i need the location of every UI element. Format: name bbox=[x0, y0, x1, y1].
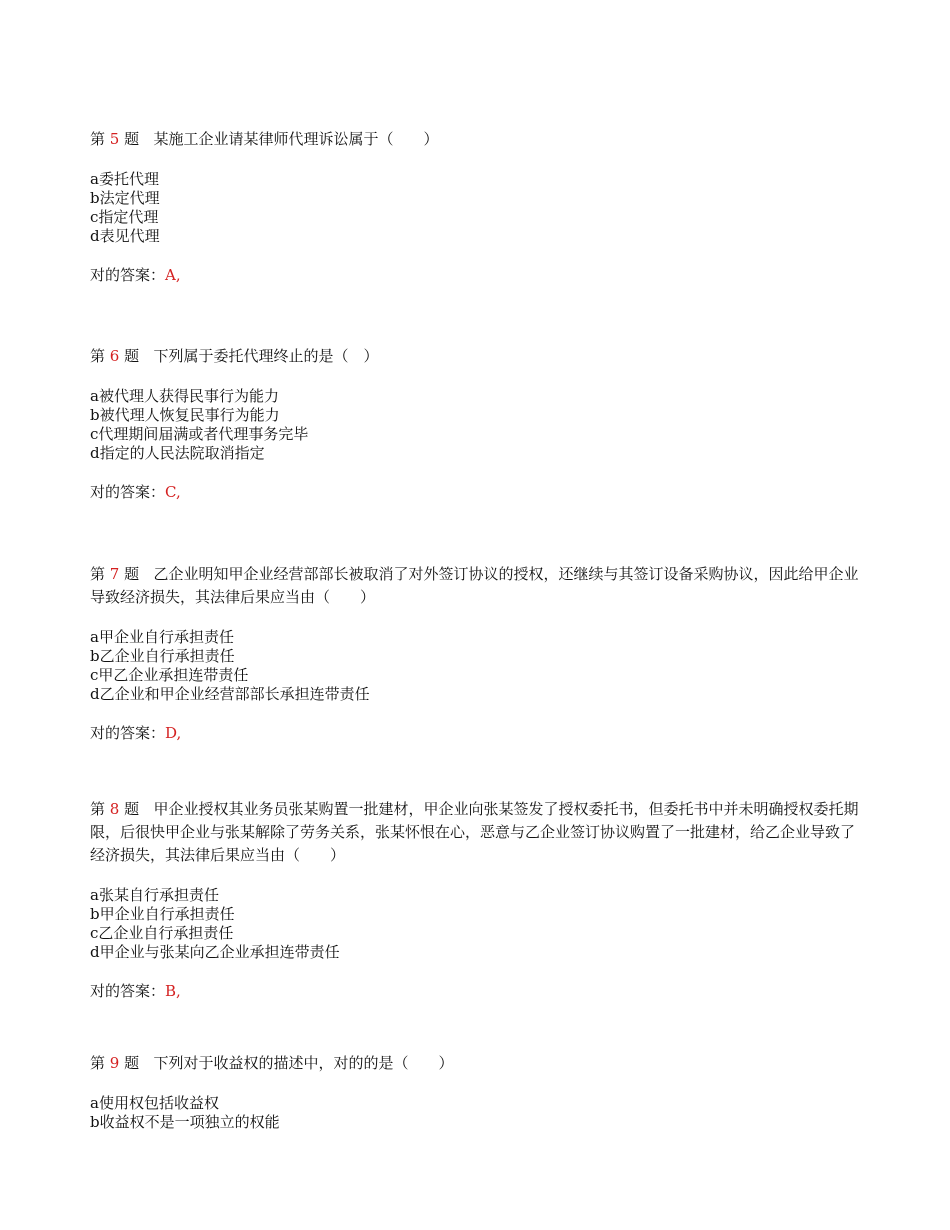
answer-line bbox=[90, 724, 865, 743]
option-list bbox=[90, 1094, 865, 1132]
answer-line bbox=[90, 982, 865, 1001]
answer-value: C, bbox=[165, 483, 181, 501]
question-suffix: 题 bbox=[124, 800, 140, 818]
answer-label: 对的答案： bbox=[90, 724, 166, 742]
question-stem bbox=[90, 345, 865, 368]
question-suffix: 题 bbox=[124, 130, 140, 148]
question-text: 下列属于委托代理终止的是（ ） bbox=[153, 347, 379, 365]
question-prefix: 第 bbox=[90, 565, 106, 583]
question-prefix: 第 bbox=[90, 800, 106, 818]
answer-line bbox=[90, 483, 865, 502]
question-stem bbox=[90, 563, 865, 609]
question-8 bbox=[90, 798, 865, 1001]
option-c: c指定代理 bbox=[90, 208, 159, 226]
option-a: a甲企业自行承担责任 bbox=[90, 628, 234, 646]
option-list bbox=[90, 886, 865, 962]
option-b: b收益权不是一项独立的权能 bbox=[90, 1113, 280, 1131]
option-a: a被代理人获得民事行为能力 bbox=[90, 387, 279, 405]
option-d: d表见代理 bbox=[90, 227, 160, 245]
question-number: 9 bbox=[109, 1054, 120, 1072]
question-text: 某施工企业请某律师代理诉讼属于（ ） bbox=[153, 130, 439, 148]
question-suffix: 题 bbox=[124, 1054, 140, 1072]
question-text: 下列对于收益权的描述中，对的的是（ ） bbox=[153, 1054, 454, 1072]
question-stem bbox=[90, 128, 865, 151]
answer-label: 对的答案： bbox=[90, 982, 166, 1000]
option-a: a委托代理 bbox=[90, 170, 159, 188]
option-c: c乙企业自行承担责任 bbox=[90, 924, 234, 942]
option-b: b被代理人恢复民事行为能力 bbox=[90, 406, 280, 424]
question-number: 6 bbox=[109, 347, 120, 365]
option-list bbox=[90, 628, 865, 704]
question-5 bbox=[90, 128, 865, 285]
option-a: a张某自行承担责任 bbox=[90, 886, 219, 904]
question-7 bbox=[90, 563, 865, 743]
question-stem bbox=[90, 1052, 865, 1075]
option-list bbox=[90, 387, 865, 463]
answer-label: 对的答案： bbox=[90, 266, 166, 284]
option-a: a使用权包括收益权 bbox=[90, 1094, 219, 1112]
option-b: b法定代理 bbox=[90, 189, 160, 207]
answer-value: B, bbox=[165, 982, 181, 1000]
question-stem bbox=[90, 798, 865, 867]
question-number: 5 bbox=[109, 130, 120, 148]
option-c: c代理期间届满或者代理事务完毕 bbox=[90, 425, 309, 443]
answer-value: D, bbox=[165, 724, 182, 742]
option-d: d甲企业与张某向乙企业承担连带责任 bbox=[90, 943, 340, 961]
question-text: 乙企业明知甲企业经营部部长被取消了对外签订协议的授权，还继续与其签订设备采购协议，因此给甲企业导致经济损失，其法律后果应当由（ ） bbox=[90, 565, 859, 606]
answer-label: 对的答案： bbox=[90, 483, 166, 501]
question-number: 8 bbox=[109, 800, 120, 818]
option-b: b甲企业自行承担责任 bbox=[90, 905, 235, 923]
question-suffix: 题 bbox=[124, 565, 140, 583]
question-prefix: 第 bbox=[90, 1054, 106, 1072]
answer-value: A, bbox=[165, 266, 181, 284]
question-suffix: 题 bbox=[124, 347, 140, 365]
question-prefix: 第 bbox=[90, 347, 106, 365]
question-prefix: 第 bbox=[90, 130, 106, 148]
question-9 bbox=[90, 1052, 865, 1132]
question-6 bbox=[90, 345, 865, 502]
option-d: d乙企业和甲企业经营部部长承担连带责任 bbox=[90, 685, 370, 703]
option-d: d指定的人民法院取消指定 bbox=[90, 444, 265, 462]
question-text: 甲企业授权其业务员张某购置一批建材，甲企业向张某签发了授权委托书，但委托书中并未明确授权委托期限，后很快甲企业与张某解除了劳务关系，张某怀恨在心，恶意与乙企业签订协议购置了一批建材，给乙企业导致了经济损失，其法律后果应当由（ ） bbox=[90, 800, 859, 864]
option-b: b乙企业自行承担责任 bbox=[90, 647, 235, 665]
option-list bbox=[90, 170, 865, 246]
answer-line bbox=[90, 266, 865, 285]
question-number: 7 bbox=[109, 565, 120, 583]
option-c: c甲乙企业承担连带责任 bbox=[90, 666, 249, 684]
